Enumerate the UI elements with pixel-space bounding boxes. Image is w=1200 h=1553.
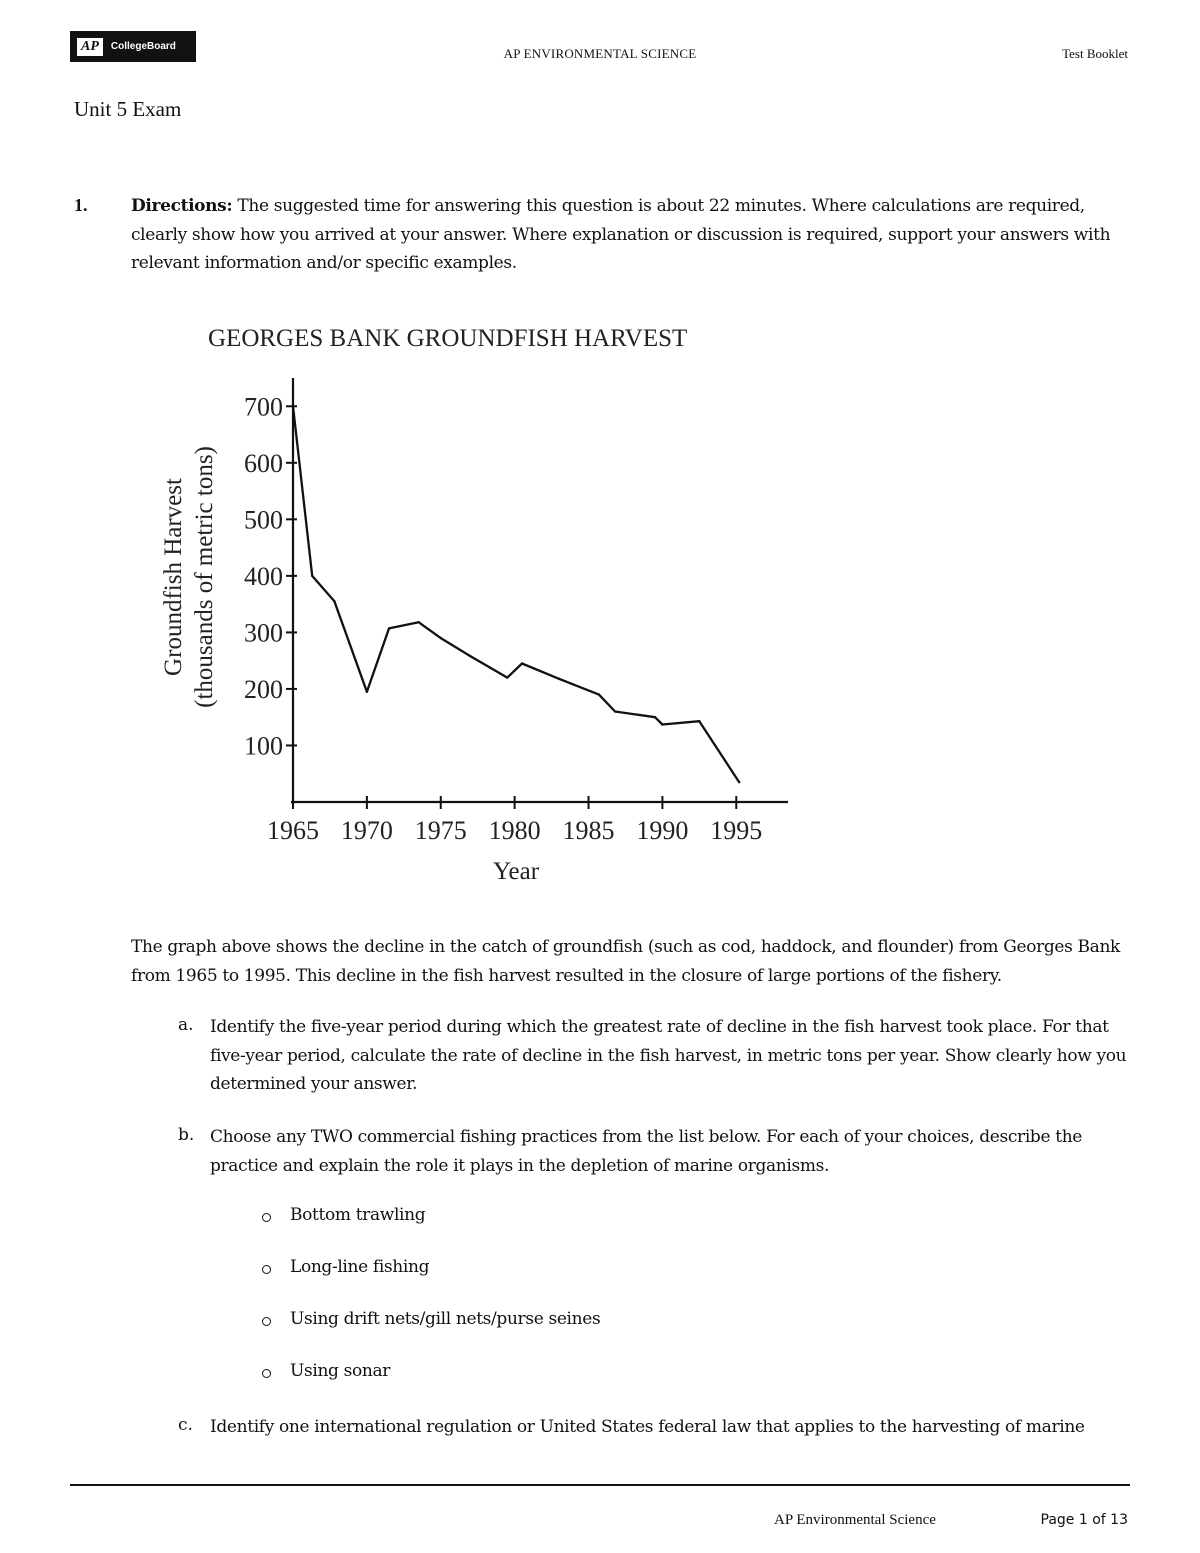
harvest-data-point [506,676,508,678]
harvest-data-point [661,723,663,725]
collegeboard-wordmark: CollegeBoard [110,41,176,52]
harvest-data-point [440,637,442,639]
harvest-data-point [417,621,419,623]
directions-paragraph [131,192,1121,278]
x-axis-label: Year [492,858,540,885]
groundfish-harvest-chart [140,315,820,895]
part-c-letter: c. [178,1415,193,1435]
directions-text: The suggested time for answering this question is about 22 minutes. Where calculations are required, clearly show how you arrived at your answer. Where explanation or discussion is required, support your answers with relevant information and/or specific examples. [131,196,1111,273]
x-tick-label: 1980 [488,816,541,845]
harvest-data-point [614,710,616,712]
y-tick-label: 600 [244,448,283,478]
practice-item: Bottom trawling [290,1205,426,1225]
y-axis-label-line1: Groundfish Harvest [160,478,187,676]
y-tick-label: 100 [244,731,283,761]
part-b-text: Choose any TWO commercial fishing practices from the list below. For each of your choices, describe the practice and explain the role it plays in the depletion of marine organisms. [210,1127,1082,1176]
exam-title: Unit 5 Exam [74,97,182,121]
y-tick-label: 400 [244,561,283,591]
header-subject: AP ENVIRONMENTAL SCIENCE [503,46,697,61]
y-axis-label [160,446,218,708]
harvest-data-point [558,678,560,680]
x-tick-label: 1995 [710,816,763,845]
practice-item: Using sonar [290,1361,391,1381]
y-axis-label-line2: (thousands of metric tons) [191,446,218,708]
harvest-data-point [598,693,600,695]
footer-subject: AP Environmental Science [774,1512,936,1528]
header-booklet-label: Test Booklet [1062,46,1128,61]
practice-bullet-icon [262,1369,271,1378]
harvest-data-point [698,720,700,722]
chart-svg [140,315,820,895]
harvest-data-point [388,627,390,629]
x-tick-label: 1985 [562,816,615,845]
x-tick-label: 1970 [340,816,393,845]
part-c-text: Identify one international regulation or United States federal law that applies to the harvesting of marine [210,1417,1085,1437]
practice-bullet-icon [262,1265,271,1274]
practice-item: Using drift nets/gill nets/purse seines [290,1309,601,1329]
harvest-data-point [366,691,368,693]
part-a-letter: a. [178,1015,194,1035]
x-tick-label: 1990 [636,816,689,845]
page-number: Page 1 of 13 [1040,1512,1128,1528]
part-b-letter: b. [178,1125,195,1145]
ap-logo-mark: AP [77,38,103,56]
harvest-series-line [293,406,739,782]
harvest-data-point [311,575,313,577]
footer-divider [70,1484,1130,1486]
harvest-data-point [469,655,471,657]
harvest-data-point [738,781,740,783]
question-number: 1. [74,195,88,215]
graph-description: The graph above shows the decline in the catch of groundfish (such as cod, haddock, and flounder) from Georges Bank from 1965 to 1995. This decline in the fish harvest resulted in the closure of large portions of the fishery. [131,937,1121,986]
part-a-text: Identify the five-year period during which the greatest rate of decline in the fish harvest took place. For that five-year period, calculate the rate of decline in the fish harvest, in metric tons per year. Show clearly how you determined your answer. [210,1017,1127,1094]
y-tick-label: 500 [244,505,283,535]
harvest-data-point [654,716,656,718]
harvest-data-point [333,600,335,602]
harvest-data-point [521,662,523,664]
x-ticks [267,796,762,845]
chart-title: GEORGES BANK GROUNDFISH HARVEST [208,325,688,352]
directions-label: Directions: [131,196,233,216]
x-tick-label: 1965 [267,816,319,845]
practice-bullet-icon [262,1317,271,1326]
y-tick-label: 200 [244,674,283,704]
y-tick-label: 700 [244,392,283,422]
harvest-data-point [292,405,294,407]
x-tick-label: 1975 [414,816,467,845]
practice-bullet-icon [262,1213,271,1222]
y-tick-label: 300 [244,618,283,648]
y-ticks [244,392,297,760]
practice-item: Long-line fishing [290,1257,430,1277]
